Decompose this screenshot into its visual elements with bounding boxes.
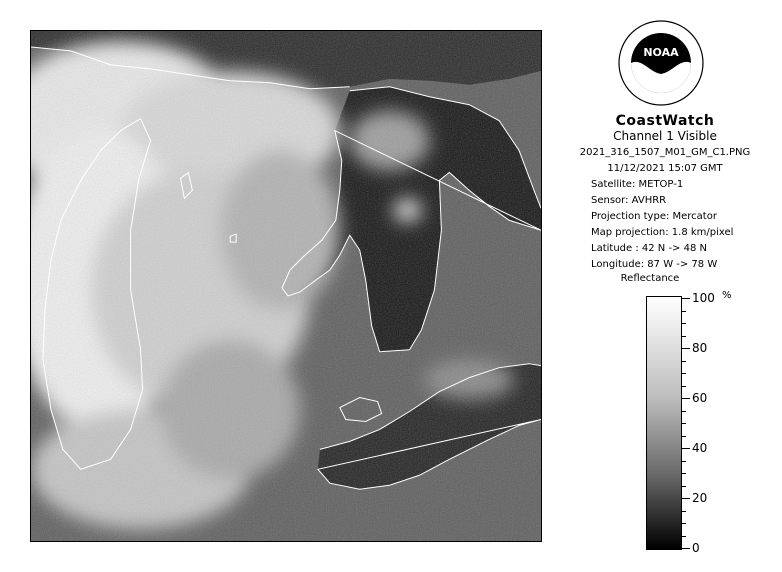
scale-tick: [682, 498, 690, 499]
satellite-label: Satellite: METOP-1: [591, 179, 684, 190]
scale-tick: [682, 311, 686, 312]
satellite-image-map: [30, 30, 542, 542]
noaa-logo: [618, 20, 704, 106]
scale-tick: [682, 511, 686, 512]
scale-tick-label: 0: [692, 541, 700, 555]
scale-tick: [682, 323, 686, 324]
scale-tick-label: 40: [692, 441, 708, 455]
scale-tick: [682, 373, 686, 374]
datetime-label: 11/12/2021 15:07 GMT: [607, 163, 723, 174]
scale-tick: [682, 386, 686, 387]
brand-title: CoastWatch: [615, 113, 715, 129]
scale-unit: %: [722, 290, 732, 301]
scale-tick: [682, 448, 690, 449]
scale-tick: [682, 398, 690, 399]
logo-text: NOAA: [643, 46, 679, 59]
scale-tick: [682, 336, 686, 337]
scale-tick: [682, 411, 686, 412]
filename-label: 2021_316_1507_M01_GM_C1.PNG: [579, 147, 751, 158]
scale-tick: [682, 536, 686, 537]
scale-tick: [682, 486, 686, 487]
map-projection-label: Map projection: 1.8 km/pixel: [591, 227, 734, 238]
scale-tick-label: 100: [692, 291, 715, 305]
reflectance-color-bar: [646, 296, 682, 550]
scale-tick: [682, 423, 686, 424]
projection-type-label: Projection type: Mercator: [591, 211, 717, 222]
scale-tick: [682, 523, 686, 524]
sensor-label: Sensor: AVHRR: [591, 195, 667, 206]
scale-tick: [682, 461, 686, 462]
scale-title: Reflectance: [620, 273, 680, 284]
scale-tick: [682, 348, 690, 349]
scale-tick: [682, 361, 686, 362]
scale-tick-label: 80: [692, 341, 708, 355]
scale-tick: [682, 436, 686, 437]
latitude-label: Latitude : 42 N -> 48 N: [591, 243, 707, 254]
scale-tick: [682, 548, 690, 549]
longitude-label: Longitude: 87 W -> 78 W: [591, 259, 718, 270]
channel-label: Channel 1 Visible: [613, 129, 717, 143]
scale-tick: [682, 473, 686, 474]
scale-tick: [682, 298, 690, 299]
scale-tick-label: 60: [692, 391, 708, 405]
scale-tick-label: 20: [692, 491, 708, 505]
